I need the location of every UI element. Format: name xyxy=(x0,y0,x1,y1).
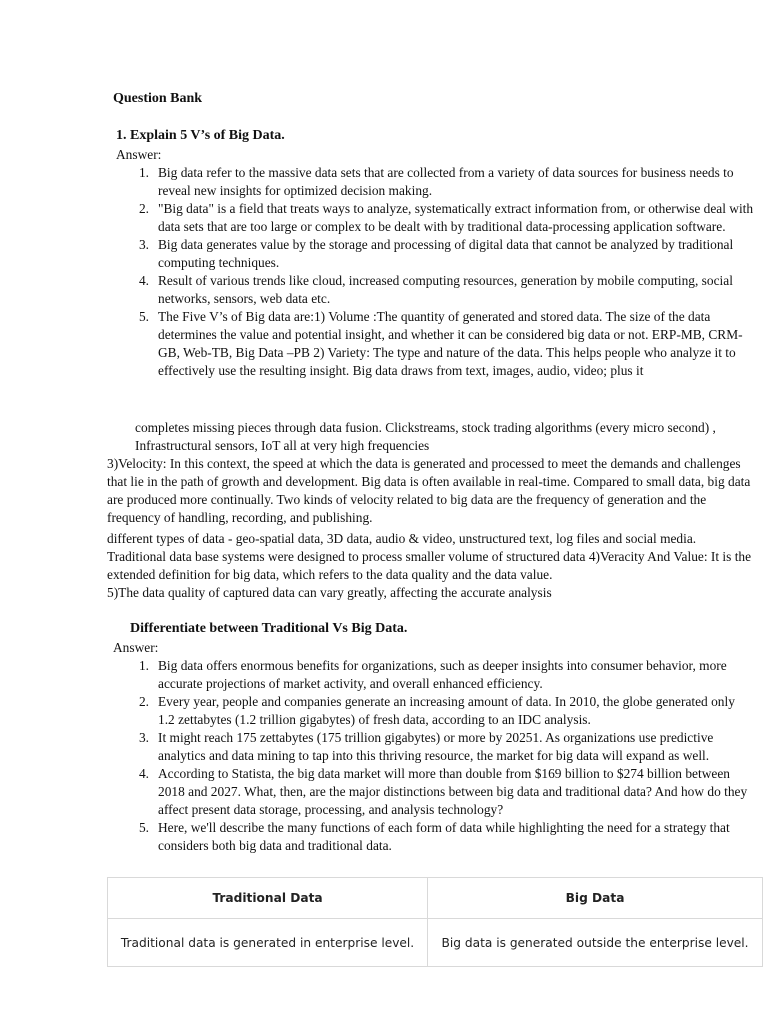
question-1-heading: 1. Explain 5 V’s of Big Data. xyxy=(116,128,285,143)
list-item-number: 1. xyxy=(138,658,149,673)
comparison-table xyxy=(107,877,763,967)
list-item-number: 3. xyxy=(138,730,149,745)
table-header-traditional: Traditional Data xyxy=(108,878,428,919)
list-item-number: 2. xyxy=(138,694,149,709)
list-item-text: Result of various trends like cloud, increased computing resources, generation by mobile computing, social networks, sensors, web data etc. xyxy=(158,273,733,306)
list-item xyxy=(130,819,750,855)
list-item xyxy=(130,236,764,272)
list-item xyxy=(130,200,764,236)
table-header-row xyxy=(108,878,763,919)
velocity-paragraph: 3)Velocity: In this context, the speed at which the data is generated and processed to meet the demands and challenges that lie in the path of growth and development. Big data is often available in real-time. Compared to small data, big data are produced more continually. Two kinds of velocity related to big data are the frequency of generation and the frequency of handling, recording, and publishing. xyxy=(107,456,751,525)
data-types-paragraph: different types of data - geo-spatial data, 3D data, audio & video, unstructured text, log files and social media. Traditional data base systems were designed to process smaller volume of structured data 4)Veracity And Value: It is the extended definition for big data, which refers to the data quality and the data value. xyxy=(107,531,752,582)
list-item xyxy=(130,657,750,693)
list-item-text: Big data refer to the massive data sets that are collected from a variety of data sources for business needs to reveal new insights for optimized decision making. xyxy=(158,165,734,198)
list-item xyxy=(130,693,750,729)
list-item-text: Big data offers enormous benefits for organizations, such as deeper insights into consumer behavior, more accurate projections of market activity, and overall enhanced efficiency. xyxy=(158,658,727,691)
table-row xyxy=(108,919,763,967)
list-item-number: 4. xyxy=(138,273,149,288)
list-item-text: Here, we'll describe the many functions of each form of data while highlighting the need for a strategy that considers both big data and traditional data. xyxy=(158,820,730,853)
table-header-big-data: Big Data xyxy=(428,878,763,919)
list-item-number: 5. xyxy=(138,309,149,324)
list-item-number: 4. xyxy=(138,766,149,781)
list-item-number: 5. xyxy=(138,820,149,835)
list-item xyxy=(130,164,764,200)
variety-continuation: completes missing pieces through data fusion. Clickstreams, stock trading algorithms (every micro second) , Infrastructural sensors, IoT all at very high frequencies xyxy=(135,420,716,453)
question-1-answer-label: Answer: xyxy=(116,147,162,162)
list-item-text: The Five V’s of Big data are:1) Volume :The quantity of generated and stored data. The size of the data determines the value and potential insight, and whether it can be considered big data or not. ERP-MB, CRM-GB, Web-TB, Big Data –PB 2) Variety: The type and nature of the data. This helps people who analyze it to effectively use the resulting insight. Big data draws from text, images, audio, video; plus it xyxy=(158,309,743,378)
question-2-answer-list xyxy=(130,657,750,855)
page-title: Question Bank xyxy=(113,91,203,106)
list-item-text: It might reach 175 zettabytes (175 trillion gigabytes) or more by 20251. As organizations use predictive analytics and data mining to tap into this thriving resource, the market for big data will expand as well. xyxy=(158,730,714,763)
list-item-number: 1. xyxy=(138,165,149,180)
table-cell: Big data is generated outside the enterprise level. xyxy=(428,919,763,967)
list-item xyxy=(130,729,750,765)
list-item-number: 2. xyxy=(138,201,149,216)
list-item-text: Big data generates value by the storage and processing of digital data that cannot be analyzed by traditional computing techniques. xyxy=(158,237,734,270)
list-item xyxy=(130,765,750,819)
question-2-heading: Differentiate between Traditional Vs Big Data. xyxy=(130,621,408,636)
list-item-text: According to Statista, the big data market will more than double from $169 billion to $274 billion between 2018 and 2027. What, then, are the major distinctions between big data and traditional data? And how do they affect present data storage, processing, and analysis technology? xyxy=(158,766,748,817)
list-item-number: 3. xyxy=(138,237,149,252)
list-item xyxy=(130,272,764,308)
table-cell: Traditional data is generated in enterprise level. xyxy=(108,919,428,967)
question-1-answer-list xyxy=(130,164,764,380)
list-item-text: "Big data" is a field that treats ways to analyze, systematically extract information from, or otherwise deal with data sets that are too large or complex to be dealt with by traditional data-processing application software. xyxy=(158,201,754,234)
list-item-text: Every year, people and companies generate an increasing amount of data. In 2010, the globe generated only 1.2 zettabytes (1.2 trillion gigabytes) of fresh data, according to an IDC analysis. xyxy=(158,694,735,727)
list-item xyxy=(130,308,764,380)
data-quality-paragraph: 5)The data quality of captured data can vary greatly, affecting the accurate analysis xyxy=(107,585,552,600)
question-2-answer-label: Answer: xyxy=(113,640,159,655)
